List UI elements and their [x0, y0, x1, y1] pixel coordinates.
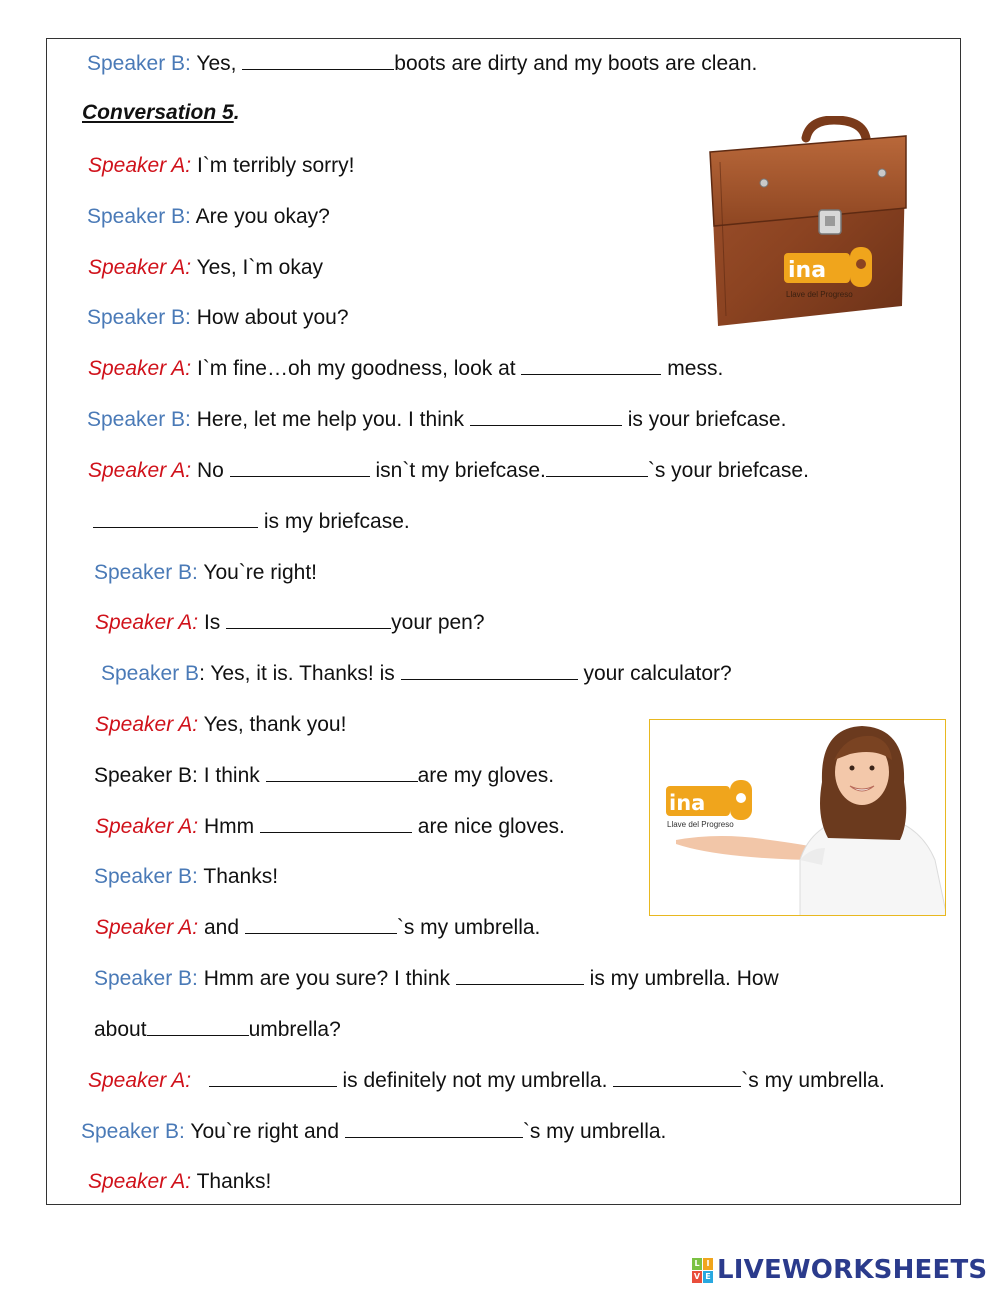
svg-text:Llave del Progreso: Llave del Progreso — [786, 290, 853, 299]
dialogue-line-2: Speaker A: I`m terribly sorry! — [88, 154, 355, 177]
answer-blank[interactable] — [245, 915, 397, 934]
dialogue-line-14: Speaker B: I think are my gloves. — [94, 764, 555, 787]
answer-blank[interactable] — [266, 763, 418, 782]
svg-text:ina: ina — [788, 258, 827, 283]
dialogue-line-1 — [87, 51, 757, 77]
liveworksheets-logo[interactable] — [692, 1255, 987, 1285]
speaker-label: Speaker A: — [95, 713, 199, 736]
speaker-label: Speaker A: — [95, 815, 199, 838]
answer-blank[interactable] — [345, 1119, 523, 1138]
answer-blank[interactable] — [470, 407, 622, 426]
dialogue-line-19: about umbrella? — [94, 1018, 341, 1041]
speaker-label: Speaker B: — [87, 52, 191, 75]
dialogue-line-3: Speaker B: Are you okay? — [87, 205, 330, 228]
dialogue-line-20: Speaker A: is definitely not my umbrella. `s my umbrella. — [88, 1069, 885, 1092]
conversation-title: Conversation 5. — [82, 101, 240, 124]
answer-blank[interactable] — [230, 458, 370, 477]
dialogue-line-7: Speaker B: Here, let me help you. I think is your briefcase. — [87, 408, 787, 431]
speaker-label: Speaker B — [101, 662, 200, 685]
briefcase-image — [706, 116, 916, 331]
speaker-label: Speaker A: — [95, 611, 199, 634]
dialogue-line-10: Speaker B: You`re right! — [94, 561, 317, 584]
dialogue-line-4: Speaker A: Yes, I`m okay — [88, 256, 324, 279]
dialogue-line-18: Speaker B: Hmm are you sure? I think is my umbrella. How — [94, 967, 779, 990]
speaker-label: Speaker B: — [81, 1120, 185, 1143]
speaker-label: Speaker A: — [88, 459, 192, 482]
answer-blank[interactable] — [226, 610, 391, 629]
speaker-label: Speaker B: — [94, 967, 198, 990]
answer-blank[interactable] — [242, 51, 394, 70]
brand-name: LIVEWORKSHEETS — [717, 1255, 988, 1285]
speaker-label: Speaker A: — [88, 256, 192, 279]
dialogue-line-9: is my briefcase. — [93, 509, 410, 535]
dialogue-line-17: Speaker A: and `s my umbrella. — [95, 916, 541, 939]
svg-text:ina: ina — [669, 791, 706, 815]
dialogue-line-11: Speaker A: Is your pen? — [95, 611, 485, 634]
speaker-label: Speaker A: — [88, 357, 192, 380]
dialogue-line-15: Speaker A: Hmm are nice gloves. — [95, 815, 565, 838]
woman-presenting-image — [649, 719, 946, 916]
speaker-label: Speaker A: — [88, 154, 192, 177]
dialogue-line-16: Speaker B: Thanks! — [94, 865, 279, 888]
dialogue-line-22: Speaker A: Thanks! — [88, 1170, 272, 1193]
dialogue-line-5: Speaker B: How about you? — [87, 306, 349, 329]
speaker-label: Speaker A: — [95, 916, 199, 939]
dialogue-line-12: Speaker B: Yes, it is. Thanks! is your calculator? — [101, 662, 732, 685]
line-text: boots are dirty and my boots are clean. — [394, 52, 758, 75]
speaker-label: Speaker B: — [87, 205, 191, 228]
answer-blank[interactable] — [546, 458, 648, 477]
answer-blank[interactable] — [613, 1068, 741, 1087]
answer-blank[interactable] — [93, 509, 258, 528]
speaker-label: Speaker A: — [88, 1170, 192, 1193]
answer-blank[interactable] — [260, 814, 412, 833]
answer-blank[interactable] — [401, 661, 578, 680]
dialogue-line-8: Speaker A: No isn`t my briefcase. `s your briefcase. — [88, 459, 809, 482]
answer-blank[interactable] — [209, 1068, 337, 1087]
dialogue-line-13: Speaker A: Yes, thank you! — [95, 713, 347, 736]
speaker-label: Speaker B: — [94, 865, 198, 888]
dialogue-line-6: Speaker A: I`m fine…oh my goodness, look at mess. — [88, 357, 724, 380]
speaker-label: Speaker B: — [94, 561, 198, 584]
answer-blank[interactable] — [456, 966, 584, 985]
liveworksheets-icon: L I V E — [692, 1258, 713, 1283]
answer-blank[interactable] — [147, 1017, 249, 1036]
ina-logo — [666, 780, 752, 829]
line-text: Yes, — [190, 52, 243, 75]
speaker-label: Speaker B: — [87, 408, 191, 431]
dialogue-line-21: Speaker B: You`re right and `s my umbrella. — [81, 1120, 667, 1143]
speaker-label: Speaker A: — [88, 1069, 192, 1092]
speaker-label: Speaker B: — [87, 306, 191, 329]
answer-blank[interactable] — [521, 356, 661, 375]
svg-text:Llave del Progreso: Llave del Progreso — [667, 820, 734, 829]
